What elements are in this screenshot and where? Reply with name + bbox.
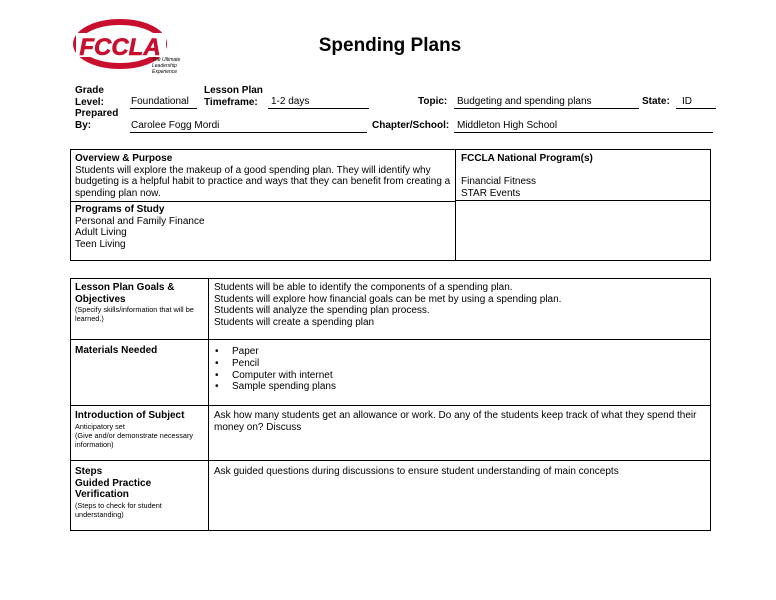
state-label: State: (642, 96, 670, 107)
prepared-by-value: Carolee Fogg Mordi (130, 120, 367, 133)
materials-list (214, 346, 694, 393)
program-of-study-item: Teen Living (75, 238, 126, 250)
timeframe-label: Lesson Plan Timeframe: (204, 85, 263, 108)
intro-label-cell (75, 410, 207, 449)
materials-heading: Materials Needed (75, 345, 158, 356)
intro-note: (Give and/or demonstrate necessary information) (75, 430, 194, 449)
intro-text: Ask how many students get an allowance or work. Do any of the students keep track of what they spend their money on? Discuss (214, 410, 697, 433)
intro-heading: Introduction of Subject (75, 410, 185, 421)
overview-cell (75, 153, 453, 199)
timeframe-value: 1-2 days (268, 96, 369, 109)
goal-line: Students will explore how financial goals can be met by using a spending plan. (214, 293, 562, 305)
material-item: • Sample spending plans (214, 381, 694, 393)
material-item: • Paper (214, 346, 694, 358)
material-item: • Pencil (214, 358, 694, 370)
goals-label-cell (75, 282, 205, 323)
intro-note: Anticipatory set (75, 421, 125, 431)
overview-text: Students will explore the makeup of a good spending plan. They will identify why budgeting is a helpful habit to practice and ways that they can benefit from creating a spending plan now. (75, 164, 451, 199)
svg-text:Experience: Experience (152, 69, 178, 75)
programs-of-study-heading: Programs of Study (75, 204, 165, 215)
steps-heading: Guided Practice (75, 477, 152, 489)
svg-text:The Ultimate: The Ultimate (152, 57, 181, 63)
school-label: Chapter/School: (372, 120, 450, 131)
grade-level-label: Grade Level: (75, 85, 104, 108)
svg-text:FCCLA: FCCLA (79, 34, 161, 61)
grade-level-value: Foundational (130, 96, 197, 109)
national-program-item: STAR Events (461, 187, 521, 199)
goal-line: Students will create a spending plan (214, 316, 375, 328)
steps-text: Ask guided questions during discussions to ensure student understanding of main concepts (214, 466, 619, 477)
page-title: Spending Plans (318, 35, 462, 56)
material-item: • Computer with internet (214, 370, 694, 382)
fccla-logo (70, 18, 190, 80)
overview-heading: Overview & Purpose (75, 153, 173, 164)
programs-of-study-cell (75, 204, 453, 250)
steps-heading: Verification (75, 489, 129, 500)
goal-line: Students will be able to identify the components of a spending plan. (214, 282, 513, 293)
prepared-by-label: Prepared By: (75, 108, 119, 131)
steps-heading: Steps (75, 466, 103, 477)
goals-heading: Lesson Plan Goals & Objectives (75, 282, 175, 305)
state-value: ID (676, 96, 716, 109)
steps-label-cell (75, 466, 205, 519)
topic-value: Budgeting and spending plans (454, 96, 639, 109)
svg-text:Leadership: Leadership (152, 63, 177, 69)
topic-label: Topic: (418, 96, 448, 107)
steps-note: (Steps to check for student understanding) (75, 500, 162, 519)
national-programs-heading: FCCLA National Program(s) (461, 153, 593, 164)
national-programs-cell (461, 153, 706, 199)
goal-line: Students will analyze the spending plan process. (214, 305, 430, 316)
program-of-study-item: Personal and Family Finance (75, 215, 205, 227)
program-of-study-item: Adult Living (75, 227, 127, 238)
goals-content-cell (214, 282, 706, 328)
national-program-item: Financial Fitness (461, 176, 537, 187)
school-value: Middleton High School (454, 120, 713, 133)
goals-note: (Specify skills/information that will be learned.) (75, 305, 194, 323)
